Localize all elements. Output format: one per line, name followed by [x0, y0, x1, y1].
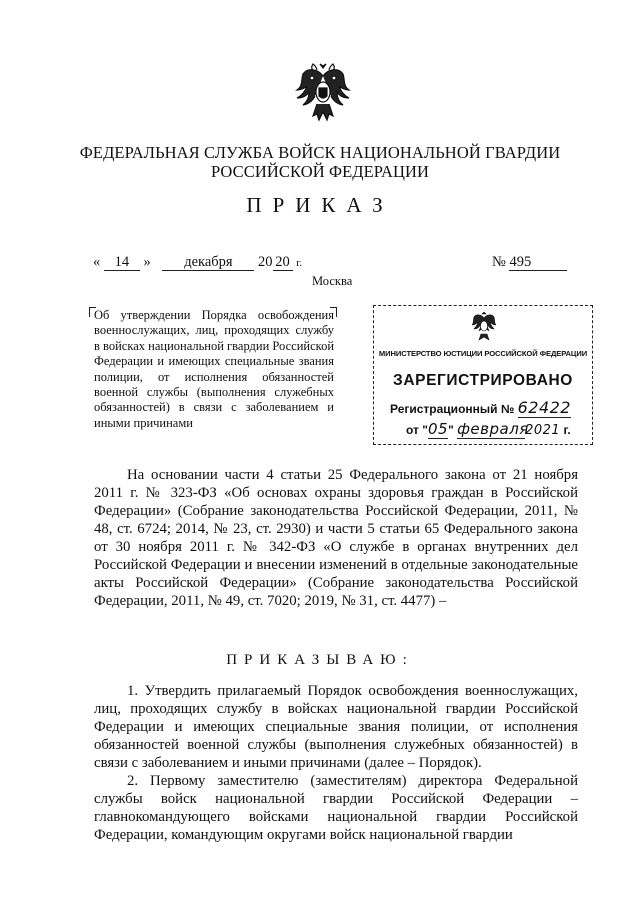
order-items — [94, 682, 578, 844]
date-close-quote: » — [143, 254, 151, 270]
date-field — [93, 254, 302, 271]
order-number-field — [492, 254, 567, 271]
date-year-prefix: 20 — [258, 254, 273, 270]
organization-name-line-1: ФЕДЕРАЛЬНАЯ СЛУЖБА ВОЙСК НАЦИОНАЛЬНОЙ ГВАРДИИ — [79, 143, 561, 162]
date-day: 14 — [104, 255, 140, 271]
stamp-registration-number: 62422 — [517, 398, 571, 417]
order-subject: Об утверждении Порядка освобождения военнослужащих, лиц, проходящих службу в войсках национальной гвардии Российской Федерации и имеющих специальные звания полиции, от исполнения обязанностей военной службы (выполнения служебных обязанностей) в связи с заболеванием и иными причинами — [94, 308, 335, 430]
document-type-title: ПРИКАЗ — [246, 193, 394, 217]
stamp-date-month: февраля — [457, 420, 529, 438]
preamble-paragraph — [94, 466, 578, 610]
order-number: 495 — [509, 255, 567, 271]
date-open-quote: « — [93, 254, 101, 270]
city: Москва — [312, 274, 353, 288]
stamp-registered-status: ЗАРЕГИСТРИРОВАНО — [393, 372, 573, 389]
date-month: декабря — [162, 255, 254, 271]
stamp-date-quote-open: " — [422, 423, 428, 437]
state-emblem-icon — [294, 62, 352, 126]
stamp-date-prefix: от — [406, 423, 419, 437]
stamp-date-year-abbr: г. — [563, 423, 571, 437]
date-year-abbr: г. — [296, 257, 303, 269]
stamp-emblem-icon — [472, 312, 496, 342]
stamp-date-year: 2021 — [525, 423, 561, 438]
registration-stamp — [373, 305, 593, 445]
organization-name-line-2: РОССИЙСКОЙ ФЕДЕРАЦИИ — [210, 162, 430, 181]
stamp-date-quote-close: " — [448, 423, 454, 437]
order-item-1: 1. Утвердить прилагаемый Порядок освобождения военнослужащих, лиц, проходящих службу в войсках национальной гвардии Российской Федерации и имеющих специальные звания полиции, от исполнения обязанностей военной службы (выполнения служебных обязанностей) в связи с заболеванием и иными причинами (далее – Порядок). — [94, 683, 578, 771]
date-year-suffix: 20 — [273, 255, 293, 271]
order-heading: ПРИКАЗЫВАЮ: — [226, 652, 414, 668]
stamp-date-line — [406, 420, 571, 439]
preamble-text: На основании части 4 статьи 25 Федерального закона от 21 ноября 2011 г. № 323-ФЗ «Об основах охраны здоровья граждан в Российской Федерации» (Собрание законодательства Российской Федерации, 2011, № 48, ст. 6724; 2014, № 23, ст. 2930) и части 5 статьи 65 Федерального закона от 30 ноября 2011 г. № 342-ФЗ «О службе в органах внутренних дел Российской Федерации и внесении изменений в отдельные законодательные акты Российской Федерации» (Собрание законодательства Российской Федерации, 2011, № 49, ст. 7020; 2019, № 31, ст. 4477) – — [94, 467, 578, 609]
stamp-registration-label: Регистрационный № — [390, 402, 515, 416]
order-item-2: 2. Первому заместителю (заместителям) директора Федеральной службы войск национальной гвардии Российской Федерации – главнокомандующего войсками национальной гвардии Российской Федерации, командующим округами войск национальной гвардии — [94, 773, 578, 843]
order-number-label: № — [492, 254, 506, 270]
stamp-registration-number-line — [390, 398, 571, 417]
stamp-date-day: 05 — [427, 420, 449, 438]
stamp-ministry-name: МИНИСТЕРСТВО ЮСТИЦИИ РОССИЙСКОЙ ФЕДЕРАЦИИ — [378, 349, 588, 358]
